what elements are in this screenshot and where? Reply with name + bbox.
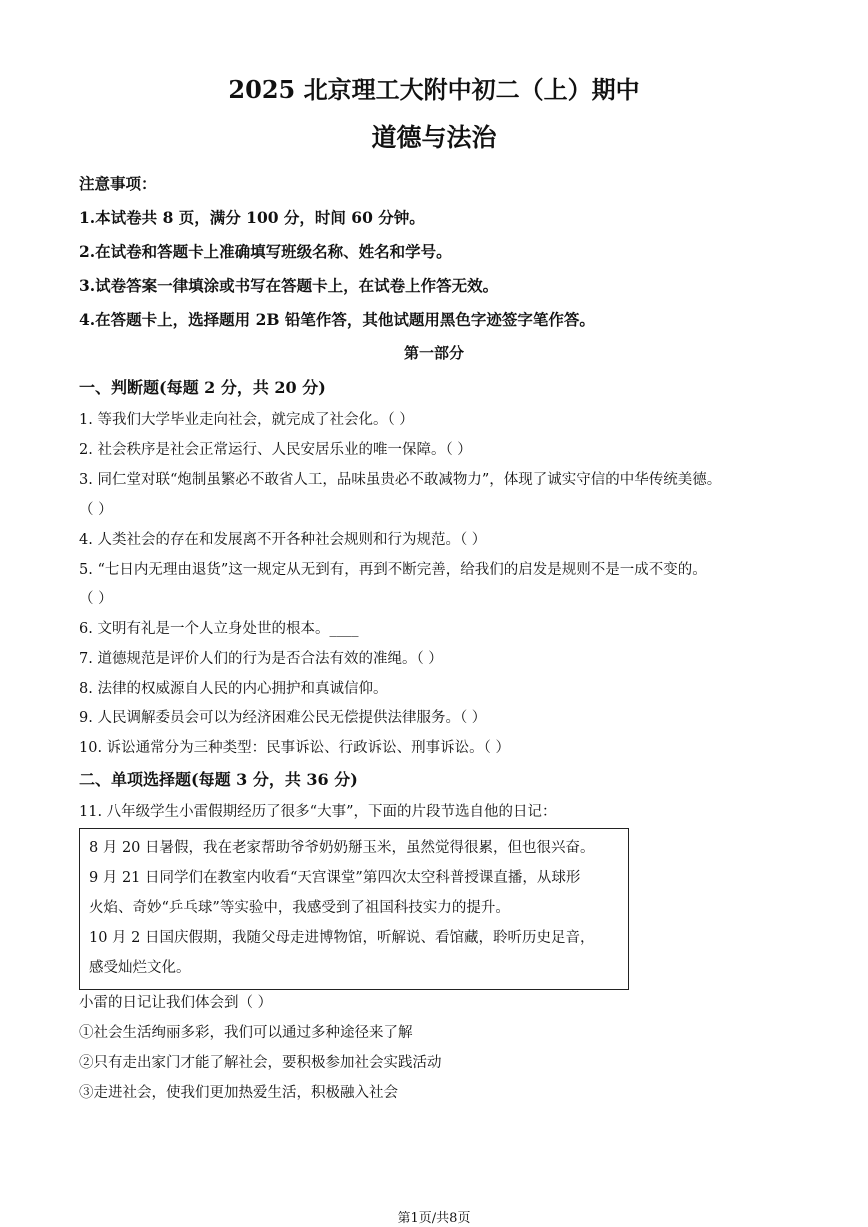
diary-line: 9 月 21 日同学们在教室内收看“天宫课堂”第四次太空科普授课直播，从球形	[89, 870, 581, 886]
question-11-stem: 小雷的日记让我们体会到（ ）	[79, 995, 273, 1011]
exam-title: 2025 北京理工大附中初二（上）期中	[228, 75, 640, 104]
diary-line: 火焰、奇妙“乒乓球”等实验中，我感受到了祖国科技实力的提升。	[89, 900, 510, 916]
question-line: 2. 社会秩序是社会正常运行、人民安居乐业的唯一保障。（ ）	[79, 442, 472, 458]
question-line: 10. 诉讼通常分为三种类型：民事诉讼、行政诉讼、刑事诉讼。（ ）	[79, 740, 511, 756]
question-line: 3. 同仁堂对联“炮制虽繁必不敢省人工，品味虽贵必不敢减物力”，体现了诚实守信的中华传统美德。	[79, 472, 722, 488]
option-1: ①社会生活绚丽多彩，我们可以通过多种途径来了解	[79, 1025, 413, 1041]
question-line: 8. 法律的权威源自人民的内心拥护和真诚信仰。	[79, 681, 388, 697]
question-line: 6. 文明有礼是一个人立身处世的根本。____	[79, 621, 359, 637]
question-line: （ ）	[79, 591, 113, 607]
section-heading: 二、单项选择题(每题 3 分，共 36 分)	[79, 770, 358, 789]
question-line: 9. 人民调解委员会可以为经济困难公民无偿提供法律服务。（ ）	[79, 710, 487, 726]
part-title: 第一部分	[403, 344, 464, 362]
notice-item: 3.试卷答案一律填涂或书写在答题卡上，在试卷上作答无效。	[79, 276, 499, 295]
question-line: 5. “七日内无理由退货”这一规定从无到有，再到不断完善，给我们的启发是规则不是一成不变的。	[79, 562, 707, 578]
notice-item: 4.在答题卡上，选择题用 2B 铅笔作答，其他试题用黑色字迹签字笔作答。	[79, 310, 595, 329]
question-11-intro: 11. 八年级学生小雷假期经历了很多“大事”，下面的片段节选自他的日记：	[79, 804, 557, 820]
option-3: ③走进社会，使我们更加热爱生活，积极融入社会	[79, 1085, 398, 1101]
diary-line: 10 月 2 日国庆假期，我随父母走进博物馆，听解说、看馆藏，聆听历史足音，	[89, 930, 595, 946]
option-2: ②只有走出家门才能了解社会，要积极参加社会实践活动	[79, 1055, 442, 1071]
question-line: 4. 人类社会的存在和发展离不开各种社会规则和行为规范。（ ）	[79, 532, 487, 548]
subject-title: 道德与法治	[371, 123, 497, 152]
page-footer: 第1页/共8页	[397, 1211, 471, 1226]
notice-item: 2.在试卷和答题卡上准确填写班级名称、姓名和学号。	[79, 242, 452, 261]
diary-line: 8 月 20 日暑假，我在老家帮助爷爷奶奶掰玉米，虽然觉得很累，但也很兴奋。	[89, 840, 595, 856]
diary-box	[79, 828, 629, 990]
section-heading: 一、判断题(每题 2 分，共 20 分)	[79, 378, 326, 397]
diary-line: 感受灿烂文化。	[89, 960, 191, 976]
notice-heading: 注意事项：	[79, 174, 157, 193]
question-line: 7. 道德规范是评价人们的行为是否合法有效的准绳。（ ）	[79, 651, 443, 667]
question-line: （ ）	[79, 502, 113, 518]
notice-item: 1.本试卷共 8 页，满分 100 分，时间 60 分钟。	[79, 208, 425, 227]
question-line: 1. 等我们大学毕业走向社会，就完成了社会化。（ ）	[79, 412, 414, 428]
